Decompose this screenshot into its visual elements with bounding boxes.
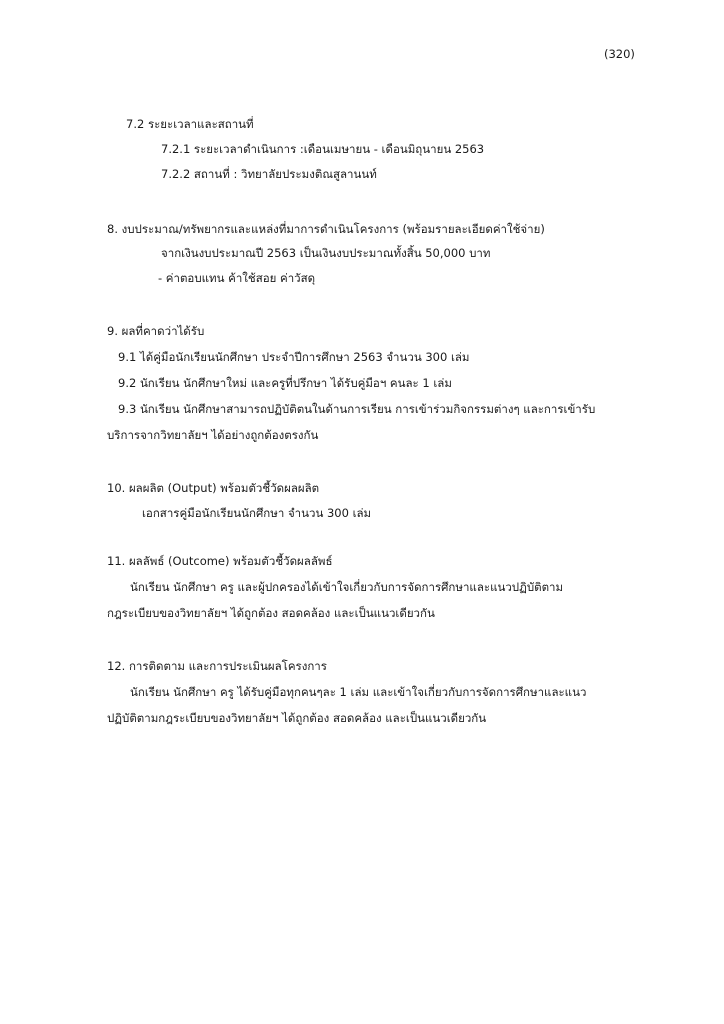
section-8-expense-types: - ค่าตอบแทน ค้าใช้สอย ค่าวัสดุ (158, 271, 316, 285)
section-7-2-1-period: 7.2.1 ระยะเวลาดำเนินการ :เดือนเมษายน - เดือนมิถุนายน 2563 (161, 142, 485, 156)
section-9-3-line2: บริการจากวิทยาลัยฯ ได้อย่างถูกต้องตรงกัน (107, 428, 319, 442)
page-number: (320) (604, 47, 635, 61)
section-10-heading: 10. ผลผลิต (Output) พร้อมตัวชี้วัดผลผลิต (107, 481, 320, 495)
section-12-line1: นักเรียน นักศึกษา ครู ได้รับคู่มือทุกคนๆละ 1 เล่ม และเข้าใจเกี่ยวกับการจัดการศึกษาและแนว (130, 685, 587, 699)
section-12-heading: 12. การติดตาม และการประเมินผลโครงการ (107, 659, 327, 673)
section-11-line1: นักเรียน นักศึกษา ครู และผู้ปกครองได้เข้าใจเกี่ยวกับการจัดการศึกษาและแนวปฏิบัติตาม (130, 580, 564, 594)
section-11-heading: 11. ผลลัพธ์ (Outcome) พร้อมตัวชี้วัดผลลัพธ์ (107, 554, 333, 568)
section-9-3-line1: 9.3 นักเรียน นักศึกษาสามารถปฏิบัติตนในด้านการเรียน การเข้าร่วมกิจกรรมต่างๆ และการเข้ารับ (118, 402, 596, 416)
section-8-budget-line: จากเงินงบประมาณปี 2563 เป็นเงินงบประมาณทั้งสิ้น 50,000 บาท (161, 246, 491, 260)
section-11-line2: กฎระเบียบของวิทยาลัยฯ ได้ถูกต้อง สอดคล้อง และเป็นแนวเดียวกัน (107, 606, 435, 620)
section-7-2-2-place: 7.2.2 สถานที่ : วิทยาลัยประมงติณสูลานนท์ (161, 167, 377, 181)
section-9-heading: 9. ผลที่คาดว่าได้รับ (107, 324, 205, 338)
section-9-2: 9.2 นักเรียน นักศึกษาใหม่ และครูที่ปรึกษา ได้รับคู่มือฯ คนละ 1 เล่ม (118, 376, 452, 390)
section-8-heading: 8. งบประมาณ/ทรัพยากรและแหล่งที่มาการดำเนินโครงการ (พร้อมรายละเอียดค่าใช้จ่าย) (107, 222, 545, 236)
section-9-1: 9.1 ได้คู่มือนักเรียนนักศึกษา ประจำปีการศึกษา 2563 จำนวน 300 เล่ม (118, 350, 470, 364)
section-10-output: เอกสารคู่มือนักเรียนนักศึกษา จำนวน 300 เล่ม (142, 506, 372, 520)
section-7-2-heading: 7.2 ระยะเวลาและสถานที่ (126, 117, 254, 131)
section-12-line2: ปฏิบัติตามกฎระเบียบของวิทยาลัยฯ ได้ถูกต้อง สอดคล้อง และเป็นแนวเดียวกัน (107, 711, 487, 725)
